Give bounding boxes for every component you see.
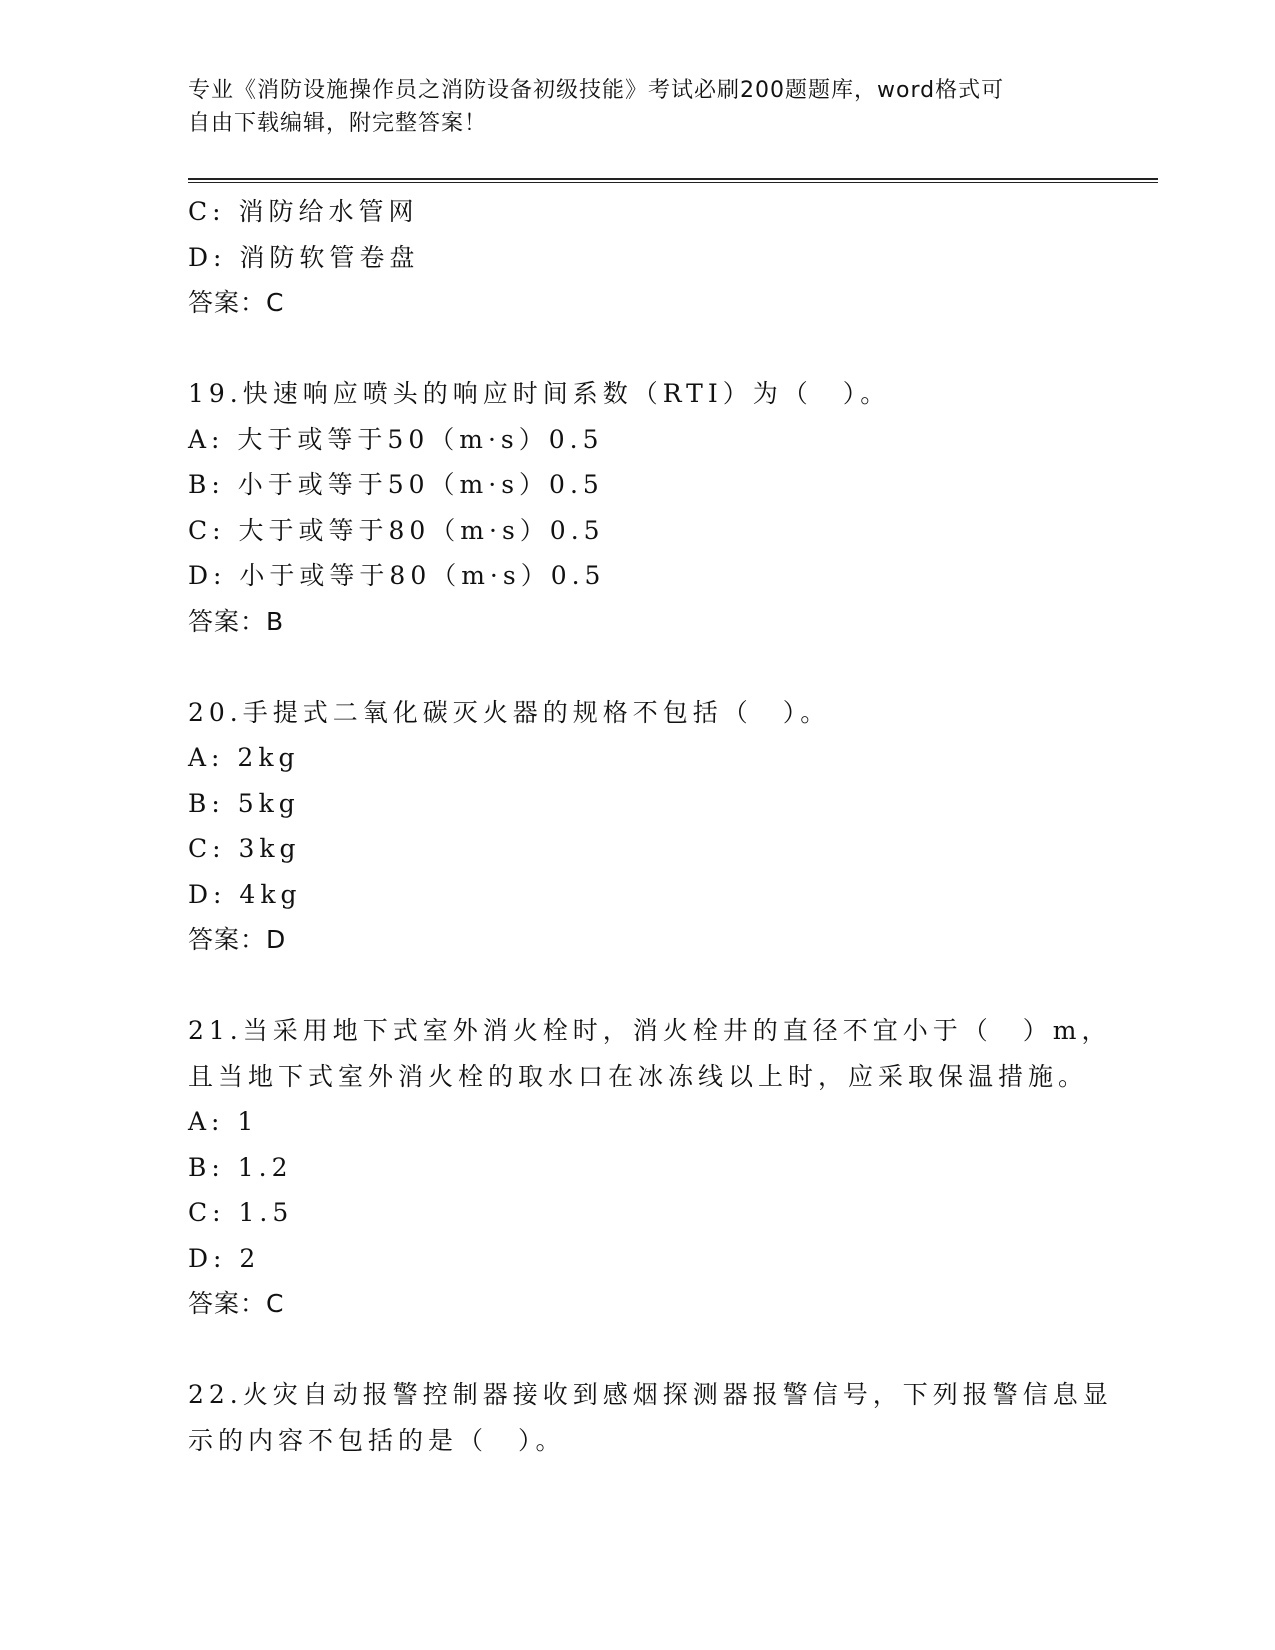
option-b: B: 1.2 <box>188 1152 293 1182</box>
answer: 答案：B <box>188 606 285 636</box>
option-a: A: 大于或等于50（m·s）0.5 <box>188 424 604 454</box>
question-19 <box>188 371 1088 644</box>
option-d: D: 小于或等于80（m·s）0.5 <box>188 561 606 590</box>
question-20 <box>188 690 1088 963</box>
spacer <box>188 963 1088 1009</box>
question-21 <box>188 1008 1112 1327</box>
spacer <box>188 326 1088 372</box>
option-c: C: 3kg <box>188 834 301 863</box>
question-stem-line2: 示的内容不包括的是（ ）。 <box>188 1425 566 1455</box>
answer: 答案：D <box>188 925 287 954</box>
question-stem-line2: 且当地下式室外消火栓的取水口在冰冻线以上时，应采取保温措施。 <box>188 1061 1089 1091</box>
header-title-line1: 专业《消防设施操作员之消防设备初级技能》考试必刷200题题库，word格式可 <box>188 78 1005 103</box>
option-c: C: 消防给水管网 <box>188 197 419 226</box>
header-divider <box>188 178 1158 183</box>
question-list <box>188 189 1113 1463</box>
question-18-tail <box>188 189 1088 326</box>
answer: 答案：C <box>188 1289 285 1318</box>
option-d: D: 消防软管卷盘 <box>188 242 420 272</box>
question-stem-line1: 22.火灾自动报警控制器接收到感烟探测器报警信号，下列报警信息显 <box>188 1380 1113 1409</box>
option-a: A: 2kg <box>188 743 300 772</box>
option-b: B: 小于或等于50（m·s）0.5 <box>188 470 604 499</box>
option-a: A: 1 <box>188 1107 259 1136</box>
spacer <box>188 1327 1088 1373</box>
question-22 <box>188 1372 1113 1463</box>
option-b: B: 5kg <box>188 788 300 818</box>
question-stem-line1: 21.当采用地下式室外消火栓时，消火栓井的直径不宜小于（ ）m， <box>188 1016 1112 1045</box>
option-d: D: 4kg <box>188 879 302 909</box>
option-d: D: 2 <box>188 1243 261 1273</box>
option-c: C: 大于或等于80（m·s）0.5 <box>188 515 605 545</box>
question-stem: 19.快速响应喷头的响应时间系数（RTI）为（ ）。 <box>188 379 891 408</box>
spacer <box>188 644 1088 690</box>
document-header <box>188 74 1078 140</box>
header-title-line2: 自由下载编辑，附完整答案！ <box>188 111 488 136</box>
question-stem: 20.手提式二氧化碳灭火器的规格不包括（ ）。 <box>188 697 831 727</box>
answer: 答案：C <box>188 288 285 317</box>
option-c: C: 1.5 <box>188 1198 294 1227</box>
